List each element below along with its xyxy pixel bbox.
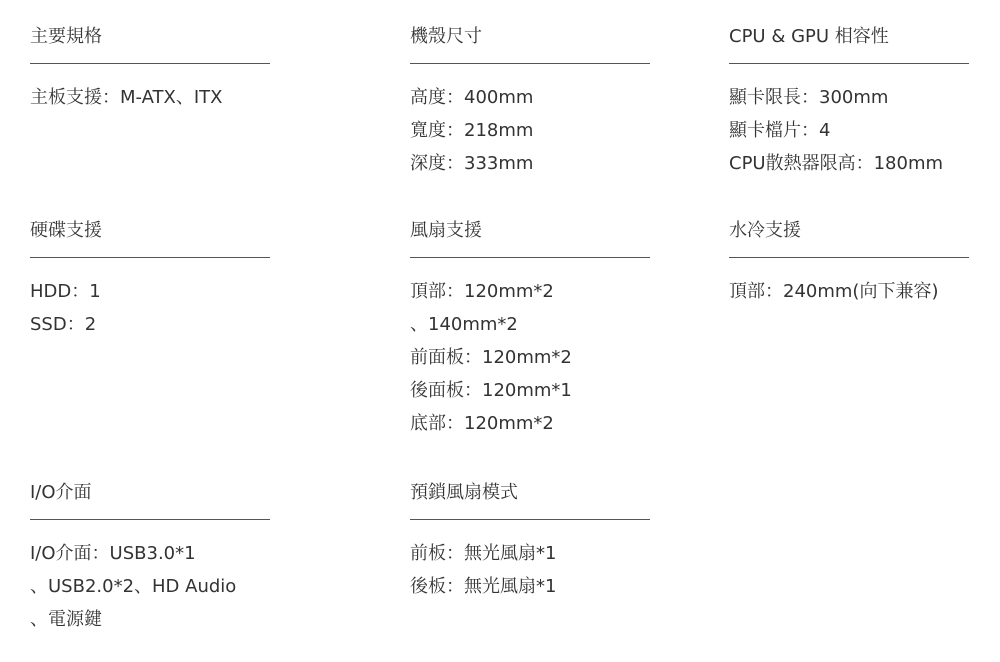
spec-title: 風扇支援: [410, 219, 650, 258]
spec-line: 、140mm*2: [410, 314, 518, 335]
spec-title: 硬碟支援: [30, 219, 270, 258]
spec-line: I/O介面：USB3.0*1: [30, 543, 196, 564]
spec-line: 前面板：120mm*2: [410, 347, 572, 368]
spec-title: CPU & GPU 相容性: [729, 25, 969, 64]
spec-list: [30, 81, 270, 114]
spec-line: 寬度：218mm: [410, 120, 534, 141]
spec-line: HDD：1: [30, 281, 101, 302]
spec-title: I/O介面: [30, 481, 270, 520]
spec-line: 高度：400mm: [410, 87, 534, 108]
spec-list: [30, 537, 270, 636]
spec-line: 顯卡檔片：4: [729, 120, 831, 141]
spec-title: 水冷支援: [729, 219, 969, 258]
spec-line: CPU散熱器限高：180mm: [729, 153, 944, 174]
spec-block-main-specs: [30, 25, 270, 114]
spec-block-preinstalled-fans: [410, 481, 650, 603]
spec-line: 底部：120mm*2: [410, 413, 554, 434]
spec-title: 預鎖風扇模式: [410, 481, 650, 520]
spec-title: 主要規格: [30, 25, 270, 64]
spec-block-cpu-gpu-compatibility: [729, 25, 969, 180]
spec-block-drive-support: [30, 219, 270, 341]
spec-line: 、USB2.0*2、HD Audio: [30, 576, 237, 597]
spec-line: 頂部：120mm*2: [410, 281, 554, 302]
spec-line: 頂部：240mm(向下兼容): [729, 281, 939, 302]
spec-title: 機殼尺寸: [410, 25, 650, 64]
spec-line: 後面板：120mm*1: [410, 380, 572, 401]
spec-line: 前板：無光風扇*1: [410, 543, 557, 564]
spec-block-liquid-cooling-support: [729, 219, 969, 308]
spec-list: [30, 275, 270, 341]
spec-list: [410, 81, 650, 180]
spec-list: [410, 537, 650, 603]
spec-line: 深度：333mm: [410, 153, 534, 174]
spec-block-fan-support: [410, 219, 650, 440]
spec-line: 後板：無光風扇*1: [410, 576, 557, 597]
spec-list: [729, 81, 969, 180]
spec-line: 主板支援：M-ATX、ITX: [30, 87, 223, 108]
spec-line: 顯卡限長：300mm: [729, 87, 889, 108]
spec-list: [729, 275, 969, 308]
spec-list: [410, 275, 650, 440]
spec-block-io-interface: [30, 481, 270, 636]
spec-line: SSD：2: [30, 314, 97, 335]
spec-line: 、電源鍵: [30, 609, 102, 630]
spec-block-case-dimensions: [410, 25, 650, 180]
